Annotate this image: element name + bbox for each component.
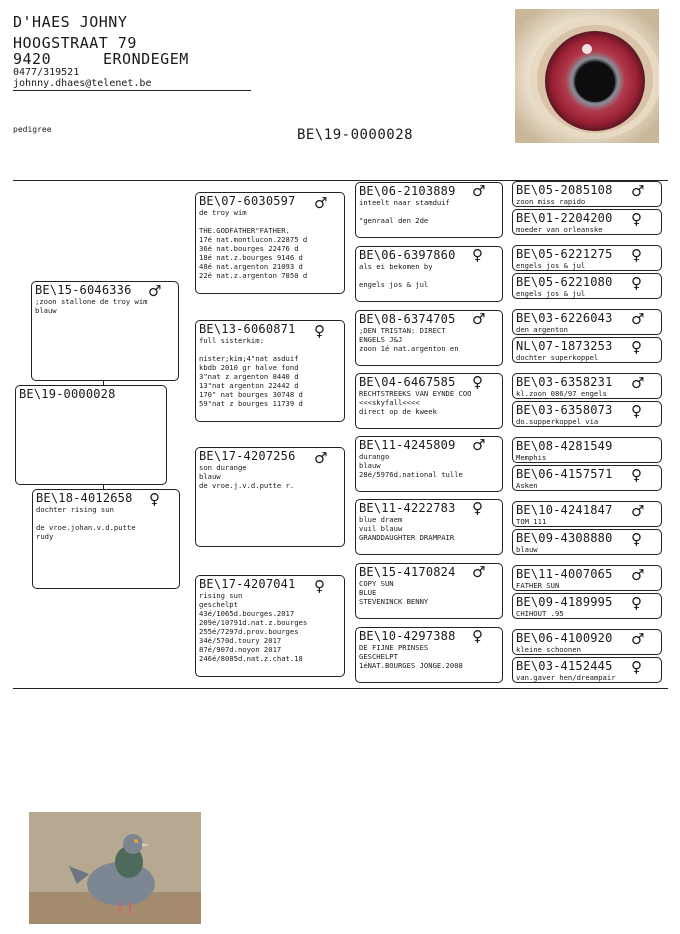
grandparent-box bbox=[195, 447, 345, 547]
male-symbol-icon: ♂ bbox=[472, 182, 486, 200]
gen4-box bbox=[512, 529, 662, 555]
pigeon-note: ;zoon stallone de troy wim bbox=[35, 297, 148, 306]
ring-number: BE\15-4170824 bbox=[359, 565, 456, 579]
pigeon-note: DE FIJNE PRINSES bbox=[359, 643, 429, 652]
female-symbol-icon: ♀ bbox=[472, 499, 483, 517]
pigeon-note: engels jos & jul bbox=[516, 289, 586, 298]
pigeon-note: CHIHOUT .95 bbox=[516, 609, 564, 618]
pigeon-note: kleine schoonen bbox=[516, 645, 581, 654]
pigeon-note: 36é nat.bourges 22476 d bbox=[199, 244, 299, 253]
female-symbol-icon: ♀ bbox=[631, 658, 642, 676]
header-underline bbox=[13, 90, 251, 91]
ring-number: BE\13-6060871 bbox=[199, 322, 296, 336]
female-symbol-icon: ♀ bbox=[149, 490, 160, 508]
pigeon-note: THE.GODFATHER"FATHER. bbox=[199, 226, 290, 235]
ring-number: NL\07-1873253 bbox=[516, 339, 613, 353]
eye-photo bbox=[515, 9, 659, 143]
pigeon-note: "genraal den 2de bbox=[359, 216, 429, 225]
ring-number: BE\06-2103889 bbox=[359, 184, 456, 198]
pigeon-note: 246é/8085d.nat.z.chat.18 bbox=[199, 654, 303, 663]
ring-number: BE\08-6374705 bbox=[359, 312, 456, 326]
pigeon-note: vuil blauw bbox=[359, 524, 403, 533]
dam-box bbox=[32, 489, 180, 589]
pigeon-note: engels jos & jul bbox=[359, 280, 429, 289]
great-grandparent-box bbox=[355, 310, 503, 366]
ring-number: BE\09-4308880 bbox=[516, 531, 613, 545]
female-symbol-icon: ♀ bbox=[314, 577, 325, 595]
male-symbol-icon: ♂ bbox=[148, 282, 162, 300]
ring-number: BE\11-4222783 bbox=[359, 501, 456, 515]
pigeon-note: nister;kim;4"nat asduif bbox=[199, 354, 299, 363]
ring-number: BE\08-4281549 bbox=[516, 439, 613, 453]
great-grandparent-box bbox=[355, 627, 503, 683]
male-symbol-icon: ♂ bbox=[631, 566, 645, 584]
pigeon-note: STEVENINCK BENNY bbox=[359, 597, 429, 606]
pigeon-note: full sisterkim: bbox=[199, 336, 264, 345]
ring-number: BE\03-6358231 bbox=[516, 375, 613, 389]
great-grandparent-box bbox=[355, 182, 503, 238]
ring-number: BE\11-4245809 bbox=[359, 438, 456, 452]
gen4-box bbox=[512, 373, 662, 399]
sire-box bbox=[31, 281, 179, 381]
female-symbol-icon: ♀ bbox=[631, 338, 642, 356]
female-symbol-icon: ♀ bbox=[631, 210, 642, 228]
female-symbol-icon: ♀ bbox=[631, 274, 642, 292]
ring-number: BE\04-6467585 bbox=[359, 375, 456, 389]
ring-number: BE\06-4100920 bbox=[516, 631, 613, 645]
pigeon-note: zoon miss rapido bbox=[516, 197, 586, 206]
gen4-box bbox=[512, 401, 662, 427]
pigeon-note: FATHER SUN bbox=[516, 581, 560, 590]
gen4-box bbox=[512, 337, 662, 363]
male-symbol-icon: ♂ bbox=[631, 630, 645, 648]
pigeon-note: 43é/1065d.bourges.2017 bbox=[199, 609, 295, 618]
pigeon-note: 3"nat z argenton 8440 d bbox=[199, 372, 299, 381]
pigeon-note: 34é/570d.toury 2017 bbox=[199, 636, 282, 645]
pigeon-note: 22é nat.z.argenton 7850 d bbox=[199, 271, 308, 280]
pigeon-note: do.supperkoppel via bbox=[516, 417, 599, 426]
ring-number: BE\11-4007065 bbox=[516, 567, 613, 581]
pigeon-note: dochter superkoppel bbox=[516, 353, 599, 362]
male-symbol-icon: ♂ bbox=[314, 449, 328, 467]
pigeon-note: Asken bbox=[516, 481, 538, 490]
pigeon-note: rudy bbox=[36, 532, 54, 541]
female-symbol-icon: ♀ bbox=[472, 373, 483, 391]
pigeon-note: blauw bbox=[199, 472, 221, 481]
pigeon-photo bbox=[29, 812, 201, 924]
male-symbol-icon: ♂ bbox=[472, 436, 486, 454]
great-grandparent-box bbox=[355, 246, 503, 302]
pigeon-note: dochter rising sun bbox=[36, 505, 114, 514]
pigeon-note: blauw bbox=[516, 545, 538, 554]
pigeon-note bbox=[356, 271, 502, 280]
female-symbol-icon: ♀ bbox=[314, 322, 325, 340]
pigeon-ring-title: BE\19-0000028 bbox=[297, 127, 414, 143]
pigeon-note: 1éNAT.BOURGES JONGE.2008 bbox=[359, 661, 463, 670]
pigeon-note: 13"nat argenton 22442 d bbox=[199, 381, 299, 390]
pigeon-note: engels jos & jul bbox=[516, 261, 586, 270]
pigeon-note: inteelt naar stamduif bbox=[359, 198, 450, 207]
pigeon-note: BLUE bbox=[359, 588, 377, 597]
ring-number: BE\09-4189995 bbox=[516, 595, 613, 609]
owner-phone: 0477/319521 bbox=[13, 67, 80, 78]
pigeon-note: kbdb 2010 gr halve fond bbox=[199, 363, 299, 372]
pigeon-note: Memphis bbox=[516, 453, 547, 462]
gen4-box bbox=[512, 629, 662, 655]
ring-number: BE\19-0000028 bbox=[19, 387, 116, 401]
pigeon-note: 28é/5976d.national tulle bbox=[359, 470, 463, 479]
grandparent-box bbox=[195, 320, 345, 422]
pigeon-note: blauw bbox=[35, 306, 57, 315]
female-symbol-icon: ♀ bbox=[472, 627, 483, 645]
ring-number: BE\07-6030597 bbox=[199, 194, 296, 208]
grandparent-box bbox=[195, 192, 345, 294]
gen4-box bbox=[512, 273, 662, 299]
pigeon-note: 255é/7297d.prov.bourges bbox=[199, 627, 299, 636]
pigeon-note: GRANDDAUGHTER DRAMPAIR bbox=[359, 533, 455, 542]
male-symbol-icon: ♂ bbox=[631, 182, 645, 200]
gen4-box bbox=[512, 245, 662, 271]
ring-number: BE\06-4157571 bbox=[516, 467, 613, 481]
gen4-box bbox=[512, 593, 662, 619]
pigeon-note: RECHTSTREEKS VAN EYNDE COO bbox=[359, 389, 472, 398]
great-grandparent-box bbox=[355, 499, 503, 555]
pigeon-note: zoon 1é nat.argenton en bbox=[359, 344, 459, 353]
pigeon-note: van.gaver hen/dreampair bbox=[516, 673, 616, 682]
ring-number: BE\06-6397860 bbox=[359, 248, 456, 262]
male-symbol-icon: ♂ bbox=[631, 374, 645, 392]
ring-number: BE\18-4012658 bbox=[36, 491, 133, 505]
pigeon-note: geschelpt bbox=[199, 600, 238, 609]
gen4-box bbox=[512, 309, 662, 335]
ring-number: BE\15-6046336 bbox=[35, 283, 132, 297]
ring-number: BE\05-2085108 bbox=[516, 183, 613, 197]
ring-number: BE\10-4241847 bbox=[516, 503, 613, 517]
ring-number: BE\03-6358073 bbox=[516, 403, 613, 417]
gen4-box bbox=[512, 209, 662, 235]
pigeon-note: ENGELS J&J bbox=[359, 335, 403, 344]
gen4-box bbox=[512, 501, 662, 527]
ring-number: BE\05-6221275 bbox=[516, 247, 613, 261]
gen4-box bbox=[512, 565, 662, 591]
pigeon-note: durango bbox=[359, 452, 390, 461]
ring-number: BE\10-4297388 bbox=[359, 629, 456, 643]
female-symbol-icon: ♀ bbox=[631, 402, 642, 420]
female-symbol-icon: ♀ bbox=[472, 246, 483, 264]
female-symbol-icon: ♀ bbox=[631, 530, 642, 548]
doc-label: pedigree bbox=[13, 125, 52, 134]
pigeon-note bbox=[33, 514, 179, 523]
pigeon-note: TOM 111 bbox=[516, 517, 547, 526]
male-symbol-icon: ♂ bbox=[472, 563, 486, 581]
male-symbol-icon: ♂ bbox=[472, 310, 486, 328]
pigeon-note: kl.zoon 086/97 engels bbox=[516, 389, 607, 398]
pigeon-note: blue draem bbox=[359, 515, 403, 524]
pigeon-note bbox=[196, 345, 344, 354]
pigeon-note: 170" nat bourges 30748 d bbox=[199, 390, 303, 399]
ring-number: BE\05-6221080 bbox=[516, 275, 613, 289]
pigeon-note: de vroe.johan.v.d.putte bbox=[36, 523, 136, 532]
female-symbol-icon: ♀ bbox=[631, 594, 642, 612]
pigeon-note: GESCHELPT bbox=[359, 652, 398, 661]
female-symbol-icon: ♀ bbox=[631, 466, 642, 484]
pigeon-note: direct op de kweek bbox=[359, 407, 437, 416]
pigeon-note: 18é nat.z.bourges 9146 d bbox=[199, 253, 303, 262]
great-grandparent-box bbox=[355, 373, 503, 429]
ring-number: BE\01-2204200 bbox=[516, 211, 613, 225]
pigeon-note: 209é/10791d.nat.z.bourges bbox=[199, 618, 308, 627]
ring-number: BE\17-4207041 bbox=[199, 577, 296, 591]
pigeon-note: 17é nat.montlucon.22875 d bbox=[199, 235, 308, 244]
pigeon-note: ;DEN TRISTAN: DIRECT bbox=[359, 326, 446, 335]
grandparent-box bbox=[195, 575, 345, 677]
bottom-rule bbox=[13, 688, 668, 689]
pigeon-note: als ei bekomen by bbox=[359, 262, 433, 271]
pigeon-note bbox=[356, 207, 502, 216]
ring-number: BE\17-4207256 bbox=[199, 449, 296, 463]
gen4-box bbox=[512, 437, 662, 463]
male-symbol-icon: ♂ bbox=[631, 310, 645, 328]
male-symbol-icon: ♂ bbox=[314, 194, 328, 212]
pigeon-note: den argenton bbox=[516, 325, 568, 334]
great-grandparent-box bbox=[355, 563, 503, 619]
gen4-box bbox=[512, 181, 662, 207]
great-grandparent-box bbox=[355, 436, 503, 492]
owner-street: HOOGSTRAAT 79 bbox=[13, 34, 137, 52]
pigeon-note: <<<skyfall<<<< bbox=[359, 398, 420, 407]
pigeon-note bbox=[196, 217, 344, 226]
pigeon-note: de vroe.j.v.d.putte r. bbox=[199, 481, 295, 490]
gen4-box bbox=[512, 657, 662, 683]
owner-email: johnny.dhaes@telenet.be bbox=[13, 78, 152, 89]
ring-number: BE\03-4152445 bbox=[516, 659, 613, 673]
owner-city: ERONDEGEM bbox=[103, 50, 189, 68]
gen4-box bbox=[512, 465, 662, 491]
owner-postcode: 9420 bbox=[13, 50, 52, 68]
pigeon-note: 59"nat z bourges 11739 d bbox=[199, 399, 303, 408]
pigeon-note: 48é nat.argenton 21093 d bbox=[199, 262, 303, 271]
pigeon-note: de troy wim bbox=[199, 208, 247, 217]
pigeon-note: 87é/907d.noyon 2017 bbox=[199, 645, 282, 654]
ring-number: BE\03-6226043 bbox=[516, 311, 613, 325]
pigeon-note: moeder van orleanske bbox=[516, 225, 603, 234]
subject-pigeon-box bbox=[15, 385, 167, 485]
pigeon-note: COPY SUN bbox=[359, 579, 394, 588]
pigeon-note: blauw bbox=[359, 461, 381, 470]
pigeon-note: son durange bbox=[199, 463, 247, 472]
male-symbol-icon: ♂ bbox=[631, 502, 645, 520]
owner-name: D'HAES JOHNY bbox=[13, 13, 128, 31]
pigeon-note: rising sun bbox=[199, 591, 243, 600]
female-symbol-icon: ♀ bbox=[631, 246, 642, 264]
